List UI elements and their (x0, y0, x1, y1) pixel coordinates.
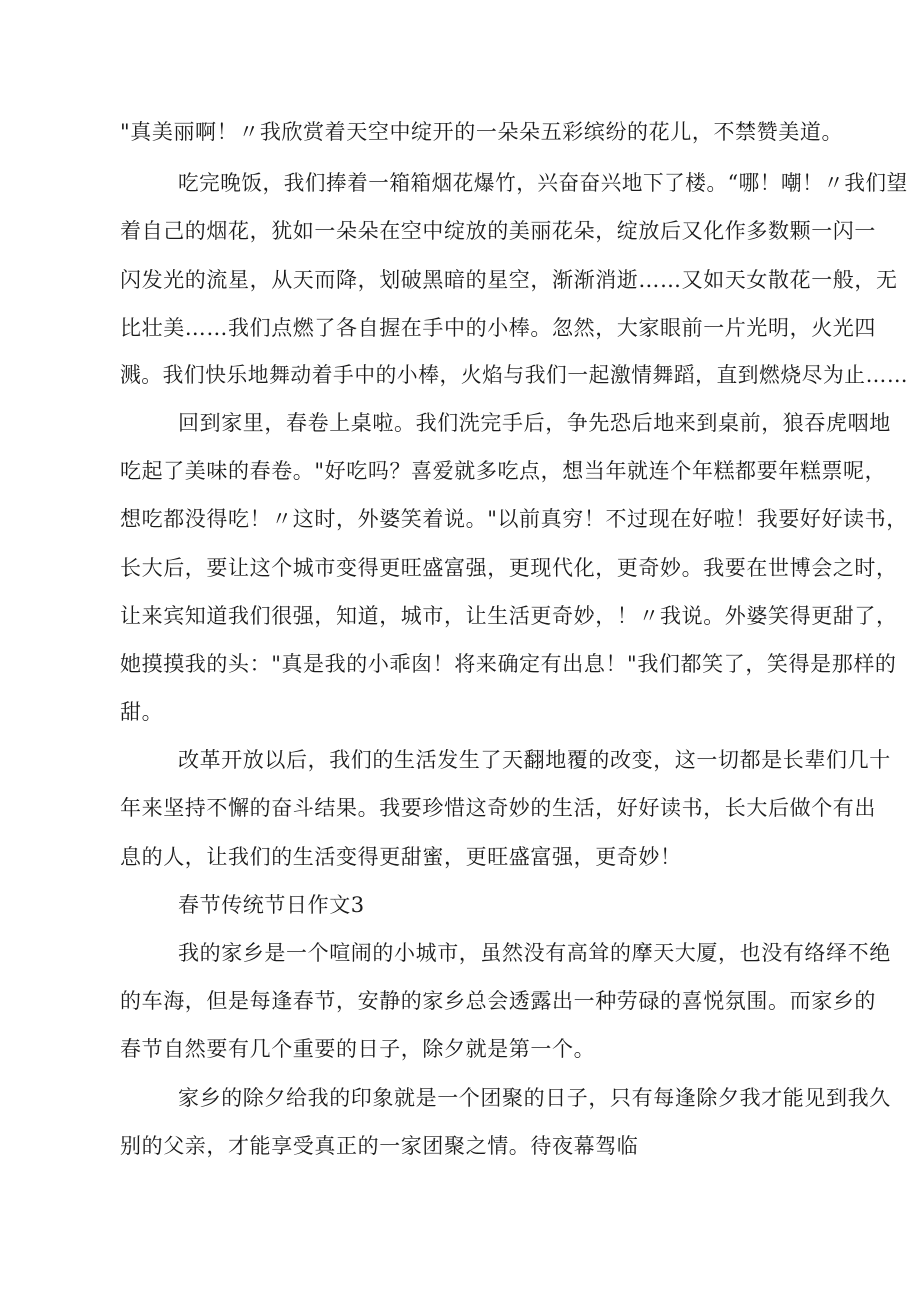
text-line: 改革开放以后，我们的生活发生了天翻地覆的改变，这一切都是长辈们几十 (178, 748, 891, 772)
text-line: 年来坚持不懈的奋斗结果。我要珍惜这奇妙的生活，好好读书，长大后做个有出 (120, 796, 876, 820)
text-line: 长大后，要让这个城市变得更旺盛富强，更现代化，更奇妙。我要在世博会之时， (120, 556, 898, 580)
text-line: 家乡的除夕给我的印象就是一个团聚的日子，只有每逢除夕我才能见到我久 (178, 1086, 891, 1110)
text-line: 我的家乡是一个喧闹的小城市，虽然没有高耸的摩天大厦，也没有络绎不绝 (178, 941, 891, 965)
text-line: 让来宾知道我们很强，知道，城市，让生活更奇妙，！〃我说。外婆笑得更甜了， (120, 604, 898, 628)
text-line: 她摸摸我的头："真是我的小乖囱！将来确定有出息！"我们都笑了，笑得是那样的 (120, 652, 897, 676)
text-line: 甜。 (120, 700, 164, 724)
text-line: 别的父亲，才能享受真正的一家团聚之情。待夜幕驾临 (120, 1134, 639, 1158)
text-line: 息的人，让我们的生活变得更甜蜜，更旺盛富强，更奇妙！ (120, 845, 682, 869)
text-line: 着自己的烟花，犹如一朵朵在空中绽放的美丽花朵，绽放后又化作多数颗一闪一 (120, 219, 876, 243)
section-heading: 春节传统节日作文3 (178, 893, 365, 917)
text-line: 吃起了美味的春卷。"好吃吗？喜爱就多吃点，想当年就连个年糕都要年糕票呢， (120, 459, 887, 483)
text-line: 的车海，但是每逢春节，安静的家乡总会透露出一种劳碌的喜悦氛围。而家乡的 (120, 989, 876, 1013)
text-line: 回到家里，春卷上桌啦。我们洗完手后，争先恐后地来到桌前，狼吞虎咽地 (178, 411, 891, 435)
text-line: "真美丽啊！〃我欣赏着天空中绽开的一朵朵五彩缤纷的花儿，不禁赞美道。 (120, 120, 844, 144)
text-line: 溅。我们快乐地舞动着手中的小棒，火焰与我们一起激情舞蹈，直到燃烧尽为止…… (120, 363, 909, 387)
text-line: 比壮美……我们点燃了各自握在手中的小棒。忽然，大家眼前一片光明，火光四 (120, 316, 876, 340)
text-line: 闪发光的流星，从天而降，划破黑暗的星空，渐渐消逝……又如天女散花一般，无 (120, 268, 898, 292)
text-line: 吃完晚饭，我们捧着一箱箱烟花爆竹，兴奋奋兴地下了楼。“哪！嘲！〃我们望 (178, 171, 908, 195)
text-line: 春节自然要有几个重要的日子，除夕就是第一个。 (120, 1037, 596, 1061)
text-line: 想吃都没得吃！〃这时，外婆笑着说。"以前真穷！不过现在好啦！我要好好读书， (120, 507, 908, 531)
